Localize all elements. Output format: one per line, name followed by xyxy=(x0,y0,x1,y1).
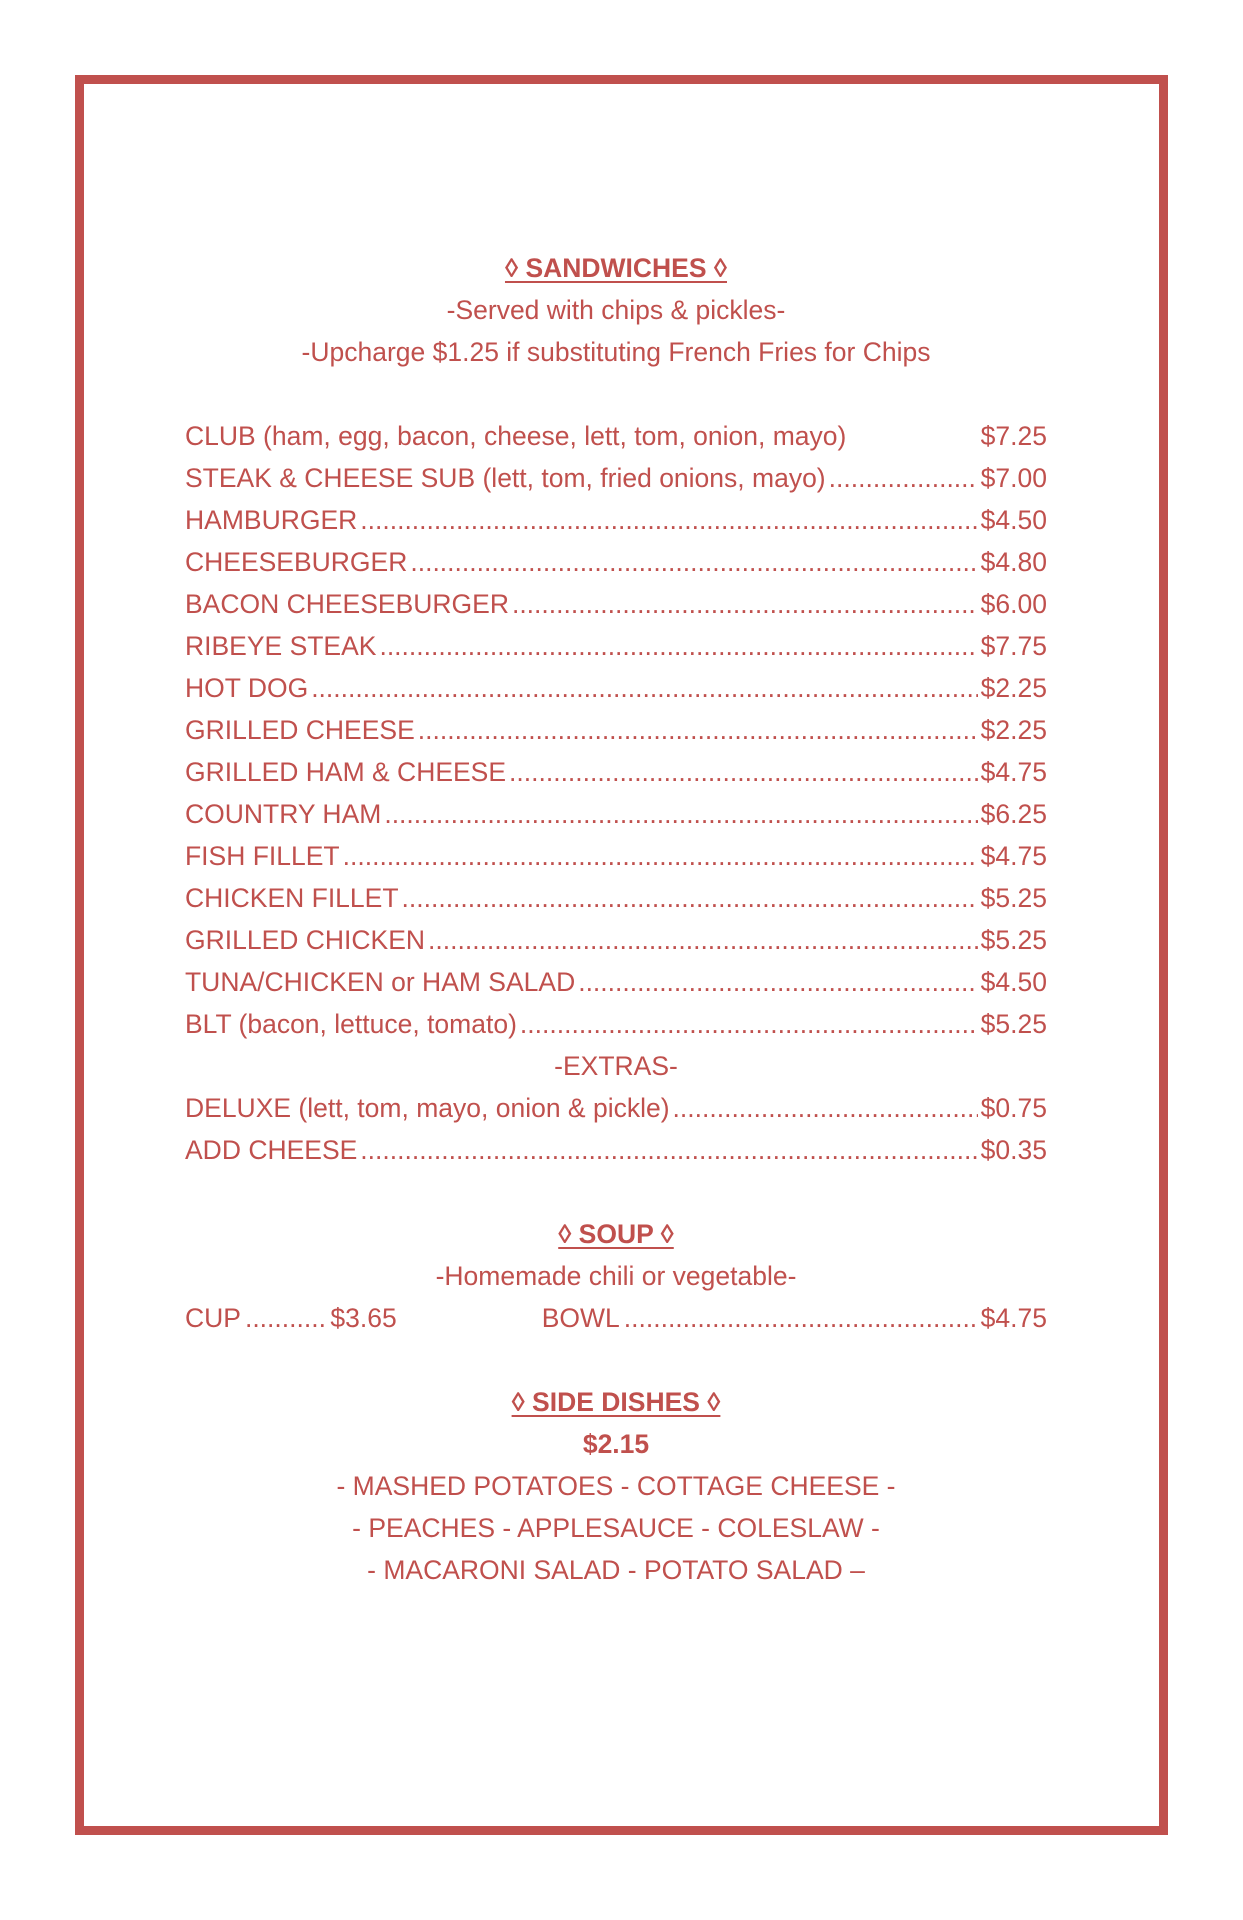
menu-item-name: HAMBURGER xyxy=(185,505,358,535)
dot-leader xyxy=(410,541,977,583)
menu-item-price: $7.25 xyxy=(980,421,1047,451)
menu-item-chicken-fillet xyxy=(185,877,1047,919)
menu-item-price: $0.75 xyxy=(980,1093,1047,1123)
menu-item-price: $5.25 xyxy=(980,883,1047,913)
menu-item-tuna-chicken-ham-salad xyxy=(185,961,1047,1003)
sides-list-line-1: - MASHED POTATOES - COTTAGE CHEESE - xyxy=(336,1471,896,1501)
menu-item-name: GRILLED CHICKEN xyxy=(185,925,426,955)
dot-leader xyxy=(360,1129,977,1171)
dot-leader xyxy=(379,625,977,667)
menu-item-name: TUNA/CHICKEN or HAM SALAD xyxy=(185,967,576,997)
menu-item-hot-dog xyxy=(185,667,1047,709)
menu-item-name: FISH FILLET xyxy=(185,841,340,871)
menu-item-name: BACON CHEESEBURGER xyxy=(185,589,509,619)
soup-heading: ◊ SOUP ◊ xyxy=(558,1219,674,1249)
menu-item-name: CHEESEBURGER xyxy=(185,547,408,577)
menu-item-grilled-chicken xyxy=(185,919,1047,961)
menu-item-bacon-cheeseburger xyxy=(185,583,1047,625)
sandwiches-section-heading-row xyxy=(185,247,1047,289)
menu-item-blt xyxy=(185,1003,1047,1045)
dot-leader xyxy=(512,583,978,625)
menu-item-name: CHICKEN FILLET xyxy=(185,883,399,913)
menu-item-price: $2.25 xyxy=(980,673,1047,703)
menu-item-price: $5.25 xyxy=(980,925,1047,955)
menu-item-grilled-ham-cheese xyxy=(185,751,1047,793)
sides-list-line-2: - PEACHES - APPLESAUCE - COLESLAW - xyxy=(352,1513,880,1543)
menu-item-name: RIBEYE STEAK xyxy=(185,631,377,661)
menu-item-name: HOT DOG xyxy=(185,673,309,703)
soup-bowl-label: BOWL xyxy=(541,1303,620,1333)
menu-item-price: $0.35 xyxy=(980,1135,1047,1165)
menu-item-name: COUNTRY HAM xyxy=(185,799,382,829)
dot-leader xyxy=(509,751,978,793)
dot-leader xyxy=(343,835,978,877)
menu-item-price: $5.25 xyxy=(980,1009,1047,1039)
sandwiches-note-chips: -Served with chips & pickles- xyxy=(446,295,786,325)
menu-item-name: ADD CHEESE xyxy=(185,1135,358,1165)
dot-leader xyxy=(402,877,978,919)
menu-item-steak-cheese-sub xyxy=(185,457,1047,499)
menu-item-price: $4.75 xyxy=(980,757,1047,787)
menu-item-price: $7.75 xyxy=(980,631,1047,661)
extras-label: -EXTRAS- xyxy=(554,1051,678,1081)
dot-leader xyxy=(418,709,978,751)
menu-item-price: $4.50 xyxy=(980,967,1047,997)
sides-section-heading-row xyxy=(185,1381,1047,1423)
menu-item-price: $6.00 xyxy=(980,589,1047,619)
soup-cup xyxy=(185,1297,397,1339)
sides-list-line-3: - MACARONI SALAD - POTATO SALAD – xyxy=(367,1555,865,1585)
menu-item-add-cheese xyxy=(185,1129,1047,1171)
menu-item-price: $2.25 xyxy=(980,715,1047,745)
dot-leader xyxy=(578,961,977,1003)
dot-leader xyxy=(245,1297,326,1339)
soup-prices-row xyxy=(185,1297,1047,1339)
dot-leader xyxy=(673,1087,978,1129)
menu-item-price: $7.00 xyxy=(980,463,1047,493)
dot-leader xyxy=(829,457,978,499)
dot-leader xyxy=(360,499,977,541)
menu-item-name: CLUB (ham, egg, bacon, cheese, lett, tom, onion, mayo) xyxy=(185,421,847,451)
soup-cup-label: CUP xyxy=(185,1303,241,1333)
menu-item-deluxe xyxy=(185,1087,1047,1129)
soup-note: -Homemade chili or vegetable- xyxy=(435,1261,797,1291)
menu-item-name: GRILLED HAM & CHEESE xyxy=(185,757,507,787)
menu-item-price: $6.25 xyxy=(980,799,1047,829)
dot-leader xyxy=(624,1297,977,1339)
sides-heading: ◊ SIDE DISHES ◊ xyxy=(511,1387,721,1417)
dot-leader xyxy=(520,1003,978,1045)
menu-content xyxy=(185,247,1047,1591)
sandwiches-note-upcharge: -Upcharge $1.25 if substituting French Fries for Chips xyxy=(301,337,931,367)
menu-item-name: DELUXE (lett, tom, mayo, onion & pickle) xyxy=(185,1093,670,1123)
menu-item-price: $4.75 xyxy=(980,841,1047,871)
menu-item-price: $4.80 xyxy=(980,547,1047,577)
soup-bowl xyxy=(542,1297,1047,1339)
menu-item-price: $4.50 xyxy=(980,505,1047,535)
menu-item-cheeseburger xyxy=(185,541,1047,583)
dot-leader xyxy=(311,667,977,709)
dot-leader xyxy=(428,919,978,961)
sides-price: $2.15 xyxy=(582,1429,650,1459)
menu-item-fish-fillet xyxy=(185,835,1047,877)
soup-section-heading-row xyxy=(185,1213,1047,1255)
menu-item-name: GRILLED CHEESE xyxy=(185,715,415,745)
menu-item-grilled-cheese xyxy=(185,709,1047,751)
menu-item-name: BLT (bacon, lettuce, tomato) xyxy=(185,1009,517,1039)
dot-leader xyxy=(384,793,977,835)
soup-bowl-price: $4.75 xyxy=(980,1303,1047,1333)
menu-item-name: STEAK & CHEESE SUB (lett, tom, fried onions, mayo) xyxy=(185,463,826,493)
soup-cup-price: $3.65 xyxy=(330,1303,397,1333)
spacer xyxy=(185,1171,1047,1213)
menu-item-hamburger xyxy=(185,499,1047,541)
spacer xyxy=(185,1339,1047,1381)
sandwiches-heading: ◊ SANDWICHES ◊ xyxy=(504,253,727,283)
menu-item-ribeye-steak xyxy=(185,625,1047,667)
spacer xyxy=(185,373,1047,415)
menu-item-club xyxy=(185,415,1047,457)
menu-item-country-ham xyxy=(185,793,1047,835)
